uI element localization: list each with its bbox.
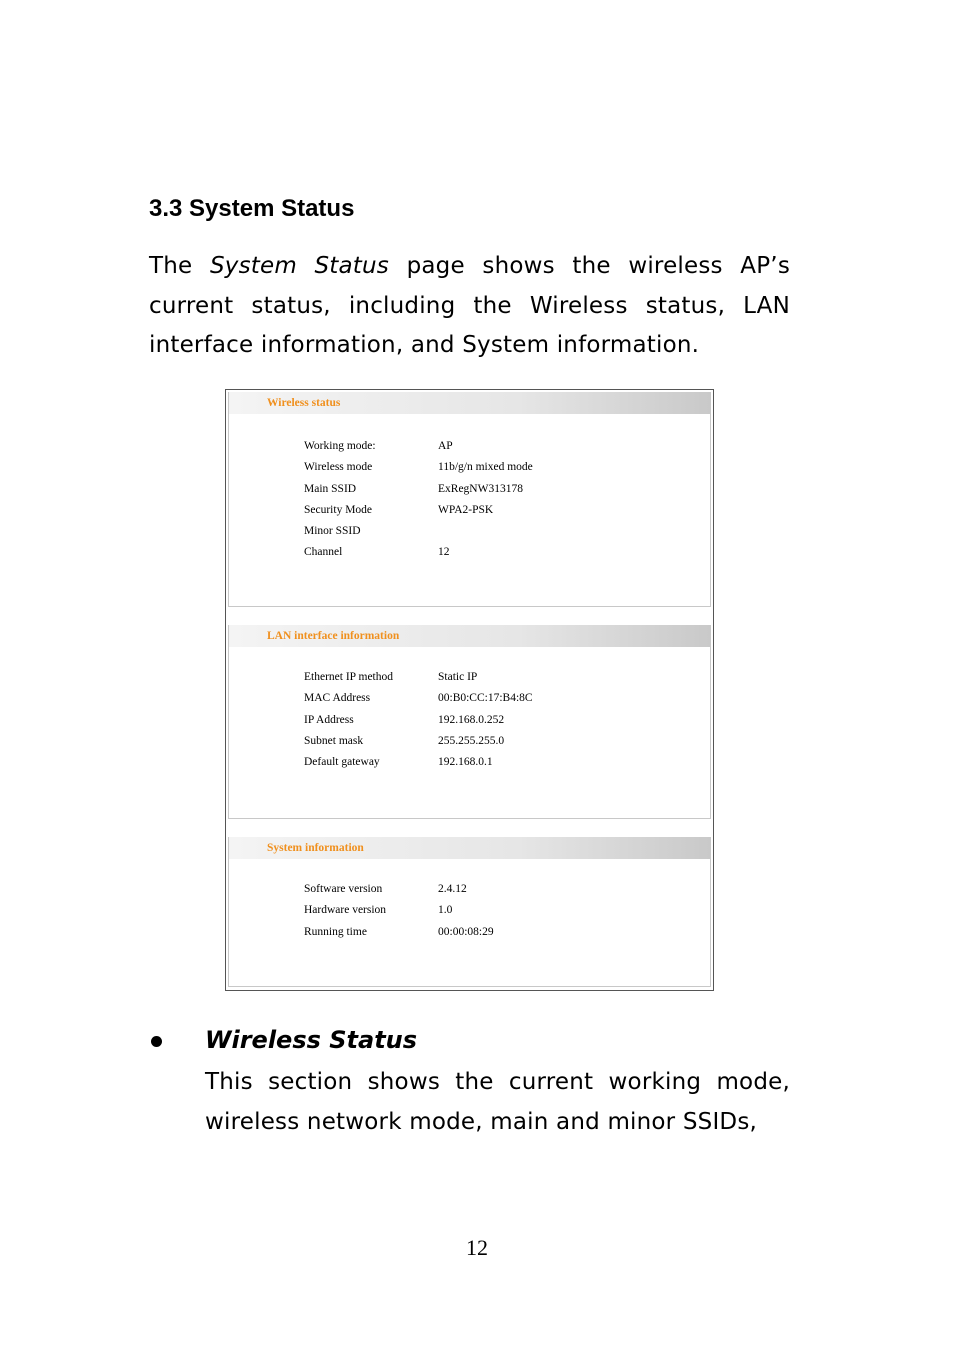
page-number: 12 — [466, 1235, 488, 1260]
info-label: Minor SSID — [304, 525, 361, 538]
info-label: Security Mode — [304, 503, 373, 516]
info-value: ExRegNW313178 — [438, 482, 523, 495]
info-row — [304, 710, 533, 731]
bullet-dot-icon — [151, 1036, 162, 1047]
info-label: Main SSID — [304, 482, 357, 495]
panel-title: System information — [229, 837, 710, 859]
info-row — [304, 752, 533, 773]
info-value: 2.4.12 — [438, 883, 467, 895]
info-label: Wireless mode — [304, 461, 373, 474]
info-row — [304, 542, 533, 563]
info-row — [304, 731, 533, 752]
info-label: IP Address — [304, 713, 354, 726]
intro-paragraph — [149, 247, 790, 366]
info-row — [304, 500, 533, 521]
lan-info-panel — [228, 625, 711, 819]
info-label: MAC Address — [304, 692, 371, 705]
wireless-status-panel — [228, 392, 711, 607]
system-info-panel — [228, 837, 711, 987]
panel-title: LAN interface information — [229, 625, 710, 647]
info-label: Default gateway — [304, 756, 380, 769]
info-label: Running time — [304, 925, 367, 938]
intro-after: page shows the wireless AP’s current status, including the Wireless status, LAN interface information, and System information. — [149, 253, 791, 358]
panel-title: Wireless status — [229, 392, 710, 414]
intro-emphasis: System Status — [209, 253, 389, 279]
info-value: 00:00:08:29 — [438, 925, 494, 938]
info-value: 00:B0:CC:17:B4:8C — [438, 692, 533, 705]
bullet-text: This section shows the current working mode, wireless network mode, main and minor SSIDs, — [205, 1069, 790, 1135]
section-title: 3.3 System Status — [149, 195, 355, 222]
intro-before: The — [149, 253, 210, 279]
info-label: Ethernet IP method — [304, 671, 393, 683]
info-label: Hardware version — [304, 904, 387, 917]
info-label: Channel — [304, 546, 343, 559]
info-label: Subnet mask — [304, 734, 364, 747]
info-row — [304, 457, 533, 478]
info-value: Static IP — [438, 671, 478, 683]
info-row — [304, 688, 533, 709]
info-label: Working mode: — [304, 440, 376, 452]
info-row — [304, 879, 494, 900]
info-row — [304, 900, 494, 921]
info-row — [304, 922, 494, 943]
info-row — [304, 521, 533, 542]
info-row — [304, 667, 533, 688]
info-row — [304, 436, 533, 457]
bullet-title: Wireless Status — [205, 1026, 418, 1054]
info-value: AP — [438, 440, 453, 452]
info-value: 255.255.255.0 — [438, 734, 505, 747]
info-value: 192.168.0.252 — [438, 713, 505, 726]
info-value: 11b/g/n mixed mode — [438, 461, 533, 474]
info-value: WPA2-PSK — [438, 503, 494, 516]
info-value: 1.0 — [438, 904, 453, 917]
info-row — [304, 479, 533, 500]
info-label: Software version — [304, 883, 383, 895]
status-screenshot — [225, 389, 714, 991]
info-value: 192.168.0.1 — [438, 756, 493, 769]
info-value: 12 — [438, 546, 450, 559]
